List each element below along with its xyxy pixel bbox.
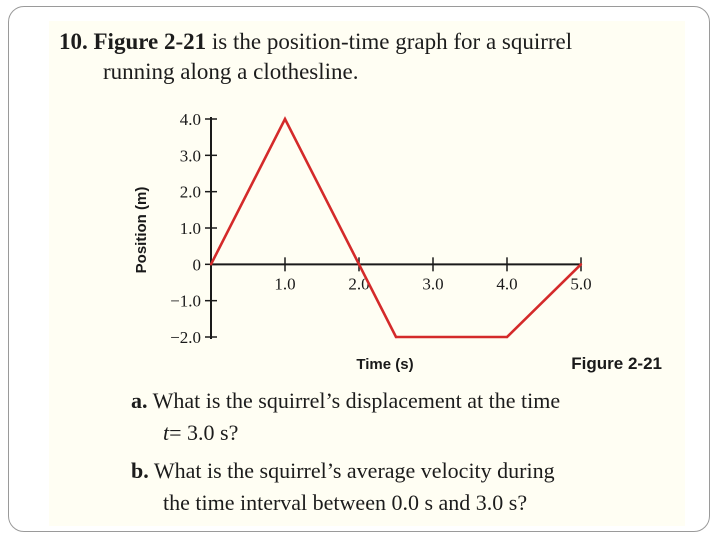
- y-tick-label: 2.0: [179, 182, 201, 202]
- problem-panel: [49, 21, 685, 526]
- y-tick-label: 4.0: [179, 110, 201, 129]
- slide-frame: [8, 6, 710, 532]
- y-tick-label: 1.0: [179, 219, 201, 238]
- question-a-line2: = 3.0 s?: [169, 420, 239, 445]
- question-a-line1: What is the squirrel’s displacement at the time: [147, 388, 561, 413]
- data-point: [506, 336, 508, 338]
- question-b-line2: the time interval between 0.0 s and 3.0 s?: [163, 490, 528, 515]
- data-point: [580, 263, 582, 265]
- data-point: [395, 336, 397, 338]
- x-tick-label: 4.0: [496, 274, 518, 294]
- question-a: [131, 387, 560, 415]
- question-a-var: t: [163, 420, 170, 445]
- y-tick-label: −1.0: [170, 291, 201, 311]
- question-a-label: a.: [131, 388, 148, 413]
- data-point: [358, 263, 360, 265]
- x-tick-label: 3.0: [422, 274, 444, 294]
- question-b-line1: What is the squirrel’s average velocity during: [148, 458, 555, 483]
- x-axis-label: Time (s): [356, 356, 414, 373]
- y-tick-label: 3.0: [179, 146, 201, 166]
- problem-text-line2: running along a clothesline.: [103, 59, 359, 84]
- x-tick-label: 5.0: [570, 274, 592, 294]
- question-a-line2-wrap: [163, 419, 238, 447]
- x-tick-label: 1.0: [274, 274, 296, 294]
- y-axis-label: Position (m): [133, 186, 150, 274]
- position-time-chart: [49, 21, 685, 391]
- x-tick-label: 2.0: [348, 274, 370, 294]
- y-tick-label: −2.0: [170, 328, 201, 347]
- problem-text-line1: is the position-time graph for a squirrel: [206, 29, 573, 54]
- figure-caption: Figure 2-21: [571, 354, 662, 373]
- y-tick-label: 0: [192, 255, 201, 275]
- figure-reference: Figure 2-21: [93, 29, 207, 54]
- data-point: [284, 118, 286, 120]
- problem-number: 10.: [59, 29, 88, 54]
- question-b: [131, 457, 555, 485]
- question-b-label: b.: [131, 458, 149, 483]
- position-series-line: [211, 119, 581, 337]
- data-point: [210, 263, 212, 265]
